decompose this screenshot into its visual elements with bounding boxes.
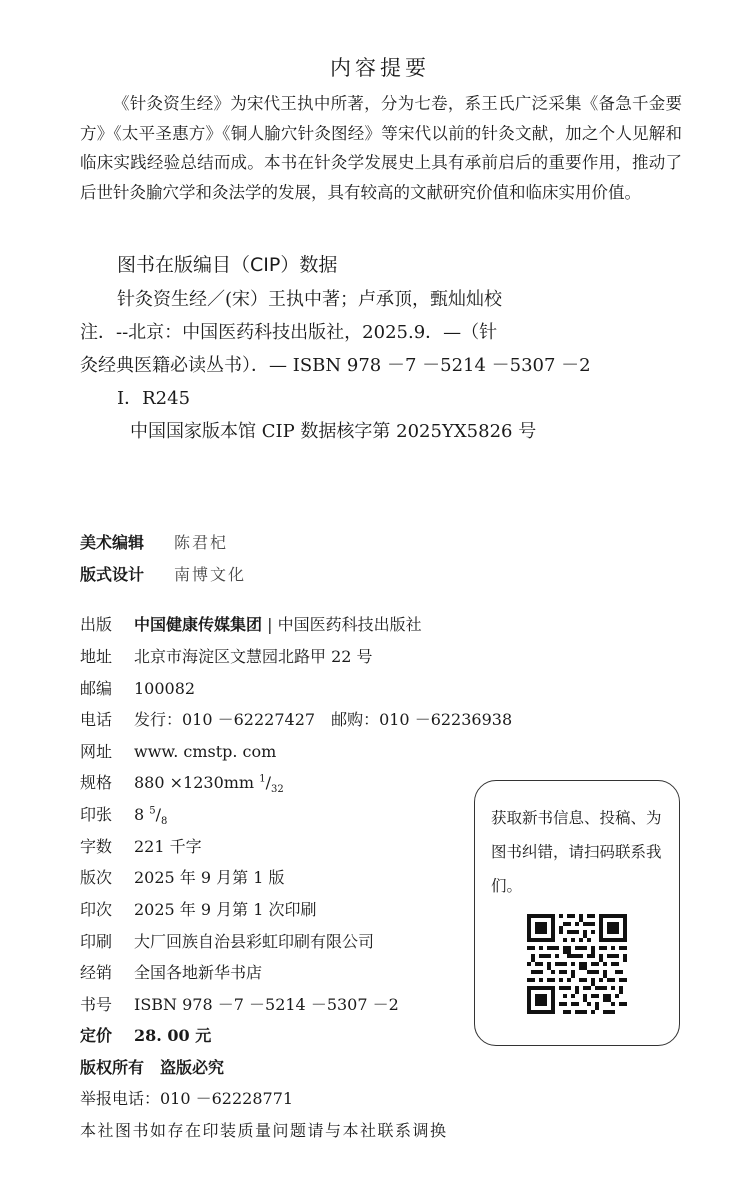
distributor-label: 经销 bbox=[80, 963, 113, 982]
abstract-title: 内容提要 bbox=[330, 56, 430, 80]
qr-info-text: 获取新书信息、投稿、为图书纠错，请扫码联系我们。 bbox=[491, 809, 662, 895]
abstract-paragraph: 《针灸资生经》为宋代王执中所著，分为七卷，系王氏广泛采集《备急千金要方》《太平圣惠方》《铜人腧穴针灸图经》等宋代以前的针灸文献，加之个人见解和临床实践经验总结而成。本书在针灸学发展史上具有承前启后的重要作用，推动了后世针灸腧穴学和灸法学的发展，具有较高的文献研究价值和临床实用价值。 bbox=[80, 94, 682, 202]
postcode-row bbox=[80, 676, 195, 699]
sheets-row: 印张 8 $^5/_8$ bbox=[80, 802, 167, 827]
postcode-value: 100082 bbox=[134, 679, 196, 698]
website-row bbox=[80, 739, 276, 762]
sheets-fraction-num: 5 bbox=[149, 805, 156, 817]
edition-value: 2025 年 9 月第 1 版 bbox=[134, 868, 285, 887]
format-row: 规格 880 ×1230mm $^1/_{32}$ bbox=[80, 770, 284, 795]
separator: | bbox=[262, 615, 278, 634]
qr-code-icon[interactable] bbox=[527, 914, 627, 1014]
words-row bbox=[80, 834, 202, 857]
cip-line: 灸经典医籍必读丛书）．— ISBN 978 －7 －5214 －5307 －2 bbox=[80, 355, 591, 376]
layout-design-label: 版式设计 bbox=[80, 565, 145, 584]
edition-row bbox=[80, 865, 285, 888]
art-editor-row bbox=[80, 530, 228, 553]
postcode-label: 邮编 bbox=[80, 679, 113, 698]
isbn-label: 书号 bbox=[80, 995, 113, 1014]
publisher-name: 中国医药科技出版社 bbox=[277, 615, 422, 634]
price-label: 定价 bbox=[80, 1026, 113, 1045]
art-editor-value: 陈君杞 bbox=[174, 533, 229, 552]
edition-label: 版次 bbox=[80, 868, 113, 887]
cip-heading: 图书在版编目（CIP）数据 bbox=[117, 254, 338, 276]
layout-design-value: 南博文化 bbox=[174, 565, 247, 584]
copyright-notice: 版权所有 盗版必究 bbox=[80, 1058, 225, 1077]
cip-line: 注．--北京：中国医药科技出版社，2025.9．—（针 bbox=[80, 322, 498, 343]
printing-row bbox=[80, 897, 317, 920]
layout-design-row bbox=[80, 562, 246, 585]
price-row bbox=[80, 1023, 211, 1046]
address-row bbox=[80, 644, 373, 667]
website-value: www. cmstp. com bbox=[134, 742, 277, 761]
format-value: 880 ×1230mm bbox=[134, 773, 255, 792]
printer-label: 印刷 bbox=[80, 932, 113, 951]
printer-value: 大厂回族自治县彩虹印刷有限公司 bbox=[134, 932, 375, 951]
printing-label: 印次 bbox=[80, 900, 113, 919]
address-label: 地址 bbox=[80, 647, 113, 666]
distributor-value: 全国各地新华书店 bbox=[134, 963, 263, 982]
cip-line: 针灸资生经／(宋）王执中著；卢承顶，甄灿灿校 bbox=[117, 289, 503, 310]
phone-value: 发行：010 －62227427 邮购：010 －62236938 bbox=[134, 710, 513, 729]
address-value: 北京市海淀区文慧园北路甲 22 号 bbox=[134, 647, 373, 666]
format-label: 规格 bbox=[80, 773, 113, 792]
cip-line: 中国国家版本馆 CIP 数据核字第 2025YX5826 号 bbox=[130, 421, 537, 442]
words-label: 字数 bbox=[80, 837, 113, 856]
sheets-whole: 8 bbox=[134, 805, 145, 824]
isbn-row bbox=[80, 992, 399, 1015]
report-phone: 举报电话：010 －62228771 bbox=[80, 1089, 294, 1108]
abstract-body bbox=[80, 89, 682, 207]
phone-label: 电话 bbox=[80, 710, 113, 729]
sheets-fraction-den: 8 bbox=[161, 816, 168, 828]
publisher-label: 出版 bbox=[80, 615, 113, 634]
website-label: 网址 bbox=[80, 742, 113, 761]
format-fraction-num: 1 bbox=[259, 773, 266, 785]
distributor-row bbox=[80, 960, 262, 983]
phone-row bbox=[80, 707, 512, 730]
publisher-group: 中国健康传媒集团 bbox=[134, 615, 263, 634]
qr-info-box bbox=[474, 780, 680, 1046]
words-value: 221 千字 bbox=[134, 837, 202, 856]
format-fraction-den: 32 bbox=[270, 784, 284, 796]
isbn-value: ISBN 978 －7 －5214 －5307 －2 bbox=[134, 995, 399, 1014]
quality-notice: 本社图书如存在印装质量问题请与本社联系调换 bbox=[80, 1121, 448, 1140]
printer-row bbox=[80, 929, 374, 952]
cip-line: Ⅰ．R245 bbox=[117, 388, 191, 409]
art-editor-label: 美术编辑 bbox=[80, 533, 145, 552]
publisher-row bbox=[80, 612, 422, 635]
printing-value: 2025 年 9 月第 1 次印刷 bbox=[134, 900, 317, 919]
sheets-label: 印张 bbox=[80, 805, 113, 824]
price-value: 28. 00 元 bbox=[134, 1026, 212, 1045]
